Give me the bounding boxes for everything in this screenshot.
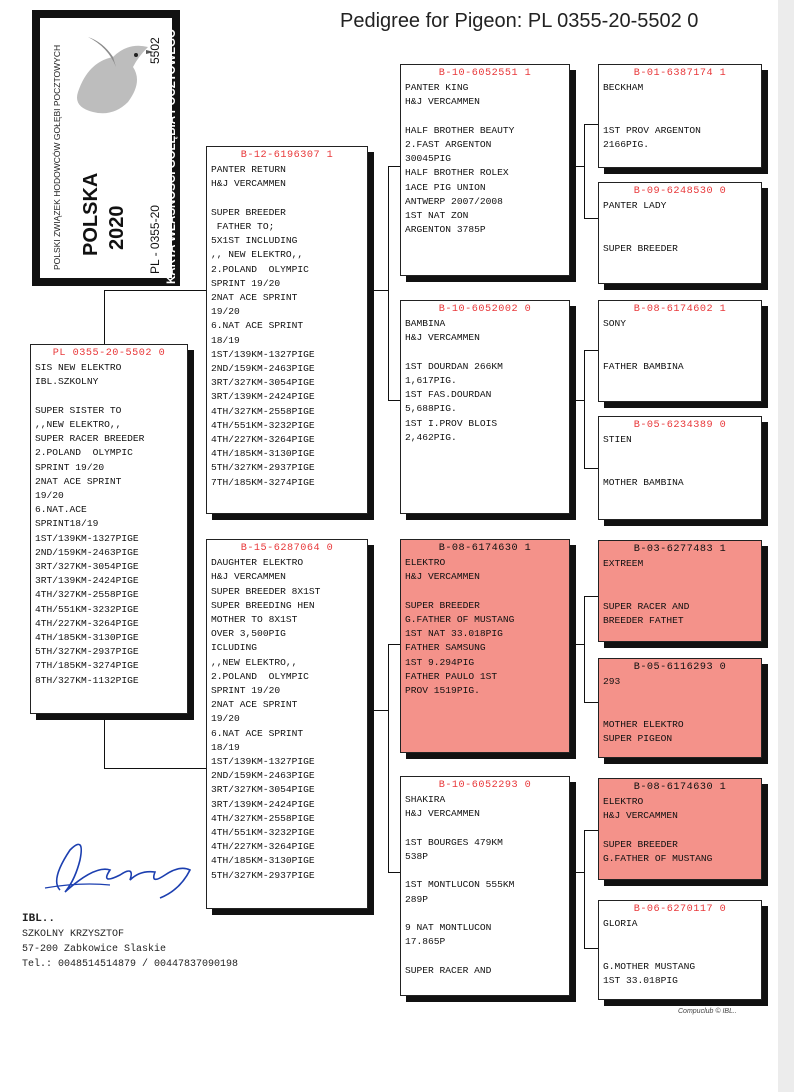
card-line: GLORIA	[603, 918, 638, 930]
pigeon-card-sds	[598, 300, 762, 402]
card-line: 3RT/327KM-3054PIGE	[211, 784, 315, 796]
stamp-country: POLSKA	[80, 172, 102, 256]
card-line: 1ST FAS.DOURDAN	[405, 389, 492, 401]
card-line: 1ST 33.018PIG	[603, 975, 678, 987]
card-line: PROV 1519PIG.	[405, 685, 480, 697]
ring-number: B-05-6234389 0	[633, 420, 727, 431]
card-line: 1ST NAT ZON	[405, 210, 469, 222]
card-line	[603, 228, 757, 242]
card-line: 9 NAT MONTLUCON	[405, 922, 492, 934]
card-line: 8TH/327KM-1132PIGE	[35, 674, 139, 686]
card-line: ELEKTRO	[405, 557, 446, 569]
connector-line	[570, 166, 584, 167]
pigeon-card-dss	[598, 540, 762, 642]
card-line: 30045PIG	[405, 153, 452, 165]
connector-line	[104, 290, 105, 348]
connector-line	[104, 290, 208, 291]
card-line: FATHER SAMSUNG	[405, 642, 486, 654]
connector-line	[570, 644, 584, 645]
card-line: ARGENTON 3785P	[405, 224, 486, 236]
pigeon-card-dsd	[598, 658, 762, 758]
card-line: 3RT/139KM-2424PIGE	[211, 798, 315, 810]
card-line: 289P	[405, 893, 429, 905]
card-line: MOTHER TO 8X1ST	[211, 614, 298, 626]
owner-phone: Tel.: 0048514514879 / 00447837090198	[22, 959, 239, 970]
card-line: 6.NAT ACE SPRINT	[211, 727, 304, 739]
ring-number: B-08-6174630 1	[633, 782, 727, 793]
card-line: 538P	[405, 851, 429, 863]
connector-line	[570, 400, 584, 401]
card-line: SPRINT 19/20	[35, 461, 105, 473]
card-line: IBL.SZKOLNY	[35, 376, 99, 388]
card-line	[603, 946, 757, 960]
card-line: BAMBINA	[405, 318, 446, 330]
pigeon-card-dds	[598, 778, 762, 880]
card-line: 2NAT ACE SPRINT	[35, 475, 122, 487]
card-line: 18/19	[211, 741, 240, 753]
owner-person: SZKOLNY KRZYSZTOF	[22, 929, 125, 940]
card-line: ,,NEW ELEKTRO,,	[211, 656, 298, 668]
owner-address: 57-200 Zabkowice Slaskie	[22, 944, 167, 955]
card-line: 2ND/159KM-2463PIGE	[35, 546, 139, 558]
card-line: SUPER SISTER TO	[35, 404, 122, 416]
card-line: 2.POLAND OLYMPIC	[35, 447, 133, 459]
card-line: 6.NAT ACE SPRINT	[211, 320, 304, 332]
card-line: 2.POLAND OLYMPIC	[211, 670, 309, 682]
card-line: SUPER BREEDER	[603, 838, 678, 850]
card-line: FATHER BAMBINA	[603, 360, 684, 372]
card-line	[603, 462, 757, 476]
ring-number: B-10-6052551 1	[438, 68, 532, 79]
card-line: ICLUDING	[211, 642, 258, 654]
card-line	[603, 704, 757, 718]
card-line: 1ST BOURGES 479KM	[405, 836, 503, 848]
card-line	[603, 571, 757, 585]
card-line: 1ST PROV ARGENTON	[603, 124, 701, 136]
card-line: 5TH/327KM-2937PIGE	[211, 869, 315, 881]
card-line: 3RT/139KM-2424PIGE	[211, 391, 315, 403]
card-line: G.FATHER OF MUSTANG	[405, 614, 515, 626]
card-line	[211, 192, 363, 206]
card-line: H&J VERCAMMEN	[211, 178, 286, 190]
connector-line	[584, 596, 585, 702]
card-line: 4TH/551KM-3232PIGE	[211, 827, 315, 839]
card-line	[405, 864, 565, 878]
card-line	[603, 346, 757, 360]
card-line: 17.865P	[405, 936, 446, 948]
card-line: 1ST MONTLUCON 555KM	[405, 879, 515, 891]
card-line: 2,462PIG.	[405, 431, 457, 443]
card-line: 4TH/327KM-2558PIGE	[211, 405, 315, 417]
card-line: 4TH/227KM-3264PIGE	[211, 841, 315, 853]
card-line: 4TH/227KM-3264PIGE	[35, 617, 139, 629]
ring-number: B-08-6174630 1	[438, 543, 532, 554]
card-line: DAUGHTER ELEKTRO	[211, 557, 304, 569]
connector-line	[584, 350, 585, 468]
card-line: H&J VERCAMMEN	[405, 571, 480, 583]
card-line: SUPER BREEDER	[211, 206, 286, 218]
pigeon-card-sdd	[598, 416, 762, 520]
card-line: PANTER RETURN	[211, 164, 286, 176]
pigeon-card-dam-sire	[400, 539, 570, 753]
card-line: SHAKIRA	[405, 794, 446, 806]
card-line: SUPER RACER AND	[405, 964, 492, 976]
card-line: 2NAT ACE SPRINT	[211, 292, 298, 304]
card-line: 1ST/139KM-1327PIGE	[211, 348, 315, 360]
card-line: SUPER BREEDING HEN	[211, 599, 315, 611]
card-line: 3RT/139KM-2424PIGE	[35, 575, 139, 587]
card-line	[603, 110, 757, 124]
card-line: 2ND/159KM-2463PIGE	[211, 363, 315, 375]
card-line: 5TH/327KM-2937PIGE	[211, 462, 315, 474]
card-line: PANTER KING	[405, 82, 469, 94]
card-line: 2.FAST ARGENTON	[405, 139, 492, 151]
page-edge-shadow	[778, 0, 794, 1092]
connector-line	[104, 714, 105, 768]
card-line: SUPER RACER AND	[603, 600, 690, 612]
card-line: 19/20	[211, 713, 240, 725]
card-line: 4TH/185KM-3130PIGE	[211, 448, 315, 460]
card-line	[405, 346, 565, 360]
card-line: SPRINT18/19	[35, 518, 99, 530]
connector-line	[388, 166, 389, 400]
card-line: ,,NEW ELEKTRO,,	[35, 419, 122, 431]
stamp-number: 5502	[148, 37, 162, 64]
card-line: 3RT/327KM-3054PIGE	[211, 377, 315, 389]
connector-line	[368, 710, 388, 711]
card-line: 5X1ST INCLUDING	[211, 235, 298, 247]
card-line	[603, 213, 757, 227]
card-line: PANTER LADY	[603, 200, 667, 212]
pigeon-logo	[58, 22, 158, 132]
ring-number: B-15-6287064 0	[240, 543, 334, 554]
card-line: H&J VERCAMMEN	[603, 810, 678, 822]
card-line: BECKHAM	[603, 82, 644, 94]
card-line	[603, 95, 757, 109]
card-line: 2ND/159KM-2463PIGE	[211, 770, 315, 782]
card-line: 7TH/185KM-3274PIGE	[35, 660, 139, 672]
card-line	[603, 824, 757, 838]
card-line: SUPER BREEDER	[603, 242, 678, 254]
card-line: 1ST DOURDAN 266KM	[405, 360, 503, 372]
connector-line	[584, 124, 585, 218]
connector-line	[570, 872, 584, 873]
card-line: H&J VERCAMMEN	[211, 571, 286, 583]
card-line: MOTHER BAMBINA	[603, 476, 684, 488]
card-line: SPRINT 19/20	[211, 277, 281, 289]
card-line: 4TH/327KM-2558PIGE	[211, 812, 315, 824]
card-line	[35, 390, 183, 404]
stamp-card-text: KARTA WŁASNOŚCI GOŁĘBIA POCZTOWEGO	[166, 29, 178, 284]
pigeon-card-ssd	[598, 182, 762, 284]
card-line	[603, 331, 757, 345]
card-line: BREEDER FATHET	[603, 615, 684, 627]
card-line: SUPER PIGEON	[603, 733, 673, 745]
card-line: SUPER BREEDER	[405, 599, 480, 611]
ring-number: B-01-6387174 1	[633, 68, 727, 79]
pigeon-card-ddd	[598, 900, 762, 1000]
card-line: 4TH/185KM-3130PIGE	[35, 632, 139, 644]
card-line: 5,688PIG.	[405, 403, 457, 415]
card-line: 2166PIG.	[603, 139, 650, 151]
card-line: H&J VERCAMMEN	[405, 808, 480, 820]
pigeon-card-dam-dam	[400, 776, 570, 996]
ring-number: B-05-6116293 0	[633, 662, 727, 673]
card-line: 2NAT ACE SPRINT	[211, 699, 298, 711]
card-line	[405, 110, 565, 124]
card-line: 3RT/327KM-3054PIGE	[35, 561, 139, 573]
card-line: ELEKTRO	[603, 796, 644, 808]
ring-number: B-08-6174602 1	[633, 304, 727, 315]
stamp-org-text: POLSKI ZWIĄZEK HODOWCÓW GOŁĘBI POCZTOWYCH	[52, 44, 62, 270]
ownership-stamp	[32, 10, 180, 286]
stamp-year: 2020	[106, 205, 128, 250]
card-line	[405, 822, 565, 836]
card-line: H&J VERCAMMEN	[405, 96, 480, 108]
card-line: HALF BROTHER BEAUTY	[405, 124, 515, 136]
pigeon-card-sire-sire	[400, 64, 570, 276]
card-line: 4TH/185KM-3130PIGE	[211, 855, 315, 867]
card-line: 7TH/185KM-3274PIGE	[211, 476, 315, 488]
connector-line	[368, 290, 388, 291]
card-line: H&J VERCAMMEN	[405, 332, 480, 344]
card-line: 1ST/139KM-1327PIGE	[35, 532, 139, 544]
card-line: SUPER BREEDER 8X1ST	[211, 585, 321, 597]
card-line: 1,617PIG.	[405, 375, 457, 387]
card-line: 4TH/227KM-3264PIGE	[211, 434, 315, 446]
pigeon-card-sss	[598, 64, 762, 168]
card-line: SONY	[603, 318, 627, 330]
page-title: Pedigree for Pigeon: PL 0355-20-5502 0	[340, 10, 699, 32]
connector-line	[584, 830, 585, 948]
connector-line	[388, 644, 389, 872]
pigeon-card-dam	[206, 539, 368, 909]
card-line: 1ST/139KM-1327PIGE	[211, 756, 315, 768]
card-line	[405, 907, 565, 921]
card-line: 5TH/327KM-2937PIGE	[35, 646, 139, 658]
card-line: 6.NAT.ACE	[35, 504, 87, 516]
card-line	[603, 447, 757, 461]
card-line: 2.POLAND OLYMPIC	[211, 263, 309, 275]
card-line: STIEN	[603, 434, 632, 446]
signature	[40, 830, 210, 900]
card-line: 293	[603, 676, 621, 688]
card-line: FATHER TO;	[211, 221, 275, 233]
footer-credit: Compuclub © IBL..	[678, 1008, 737, 1015]
card-line: 19/20	[35, 490, 64, 502]
card-line	[603, 689, 757, 703]
card-line: SUPER RACER BREEDER	[35, 433, 145, 445]
card-line: SPRINT 19/20	[211, 685, 281, 697]
card-line: 1ST I.PROV BLOIS	[405, 417, 498, 429]
card-line: ANTWERP 2007/2008	[405, 195, 503, 207]
pigeon-card-sire	[206, 146, 368, 514]
card-line: 18/19	[211, 334, 240, 346]
card-line: EXTREEM	[603, 558, 644, 570]
card-line: G.FATHER OF MUSTANG	[603, 853, 713, 865]
card-line: 19/20	[211, 306, 240, 318]
card-line: 1ST 9.294PIG	[405, 656, 475, 668]
ring-number: B-12-6196307 1	[240, 150, 334, 161]
connector-line	[104, 768, 208, 769]
card-line: FATHER PAULO 1ST	[405, 670, 498, 682]
card-line: 1ACE PIG UNION	[405, 181, 486, 193]
card-line: MOTHER ELEKTRO	[603, 718, 684, 730]
owner-info	[22, 912, 238, 972]
card-line: SIS NEW ELEKTRO	[35, 362, 122, 374]
card-line: 4TH/551KM-3232PIGE	[35, 603, 139, 615]
card-line: 1ST NAT 33.018PIG	[405, 628, 503, 640]
card-line: G.MOTHER MUSTANG	[603, 960, 696, 972]
card-line	[405, 585, 565, 599]
card-line: OVER 3,500PIG	[211, 628, 286, 640]
owner-name: IBL..	[22, 913, 56, 925]
stamp-ring: PL - 0355-20	[148, 205, 162, 274]
ring-number: B-06-6270117 0	[633, 904, 727, 915]
pigeon-card-sire-dam	[400, 300, 570, 514]
card-line	[405, 949, 565, 963]
card-line: ,, NEW ELEKTRO,,	[211, 249, 304, 261]
ring-number: B-10-6052002 0	[438, 304, 532, 315]
card-line	[603, 586, 757, 600]
card-line: HALF BROTHER ROLEX	[405, 167, 509, 179]
ring-number: B-09-6248530 0	[633, 186, 727, 197]
ring-number: B-10-6052293 0	[438, 780, 532, 791]
card-line: 4TH/551KM-3232PIGE	[211, 419, 315, 431]
card-line	[603, 931, 757, 945]
pigeon-card-subject	[30, 344, 188, 714]
ring-number: B-03-6277483 1	[633, 544, 727, 555]
ring-number: PL 0355-20-5502 0	[52, 348, 166, 359]
card-line: 4TH/327KM-2558PIGE	[35, 589, 139, 601]
